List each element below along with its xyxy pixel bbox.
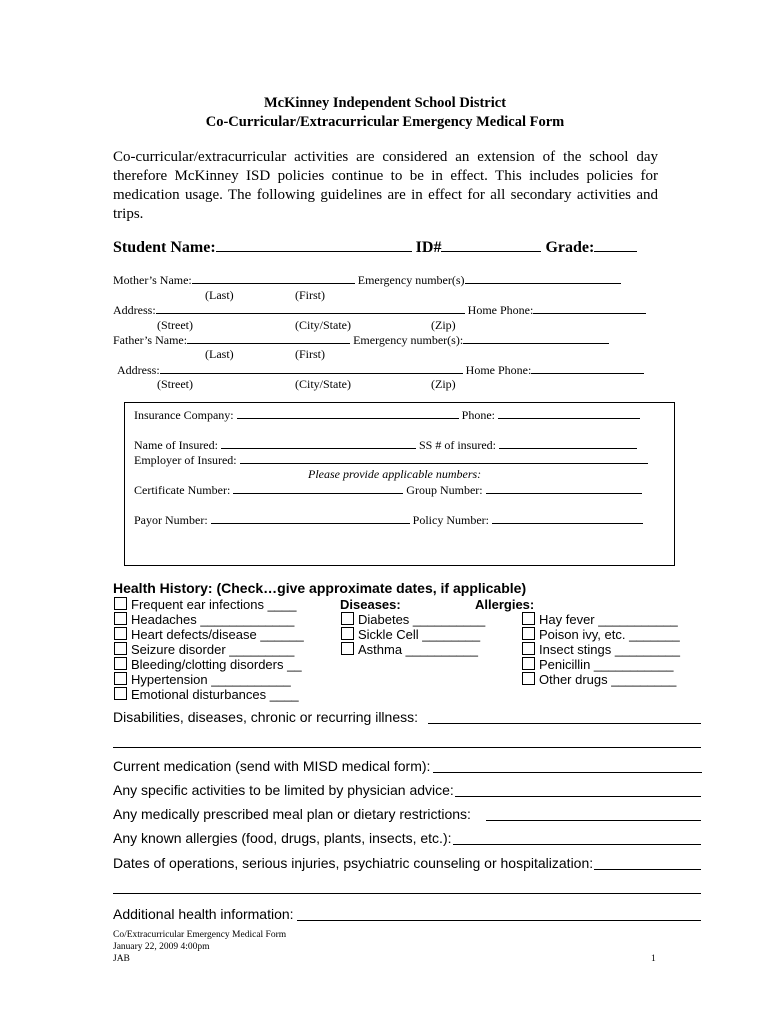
father-name-field[interactable] [187,332,350,344]
student-name-field[interactable] [216,237,412,252]
medication-field[interactable] [433,772,702,773]
disease-label: Asthma __________ [358,642,478,657]
father-address-field[interactable] [160,362,463,374]
diseases-heading: Diseases: [340,597,401,612]
insured-name-row [134,437,637,453]
disease-label: Diabetes __________ [358,612,486,627]
condition-label: Headaches _____________ [131,612,295,627]
student-id-label: ID# [415,239,442,256]
disabilities-field[interactable] [428,723,701,724]
policy-label: Policy Number: [412,513,489,527]
condition-ear-infections[interactable] [114,597,297,612]
allergy-label: Penicillin ___________ [539,657,674,672]
disease-asthma[interactable] [341,642,478,657]
address-label-2: Address: [117,363,160,377]
condition-heart-defects[interactable] [114,627,304,642]
footer-form-name: Co/Extracurricular Emergency Medical Form [113,930,287,940]
footer-initials: JAB [113,954,130,964]
activities-label: Any specific activities to be limited by physician advice: [113,782,454,798]
allergy-insect-stings[interactable] [522,642,680,657]
first-hint-2: (First) [295,347,325,361]
street-hint-2: (Street) [157,377,193,391]
address-label: Address: [113,303,156,317]
employer-row [134,452,648,468]
condition-label: Heart defects/disease ______ [131,627,304,642]
father-emergency-field[interactable] [463,332,609,344]
disease-diabetes[interactable] [341,612,485,627]
allergy-label: Poison ivy, etc. _______ [539,627,680,642]
footer-date: January 22, 2009 4:00pm [113,942,210,952]
payor-field[interactable] [211,512,410,524]
allergy-label: Other drugs _________ [539,672,677,687]
allergy-hay-fever[interactable] [522,612,678,627]
mother-row [113,272,621,288]
mother-address-row [113,302,646,318]
checkbox[interactable] [522,657,535,670]
ss-field[interactable] [499,437,637,449]
group-field[interactable] [486,482,642,494]
insurance-phone-field[interactable] [498,407,640,419]
insured-name-field[interactable] [221,437,416,449]
medication-label: Current medication (send with MISD medical form): [113,758,431,774]
condition-label: Emotional disturbances ____ [131,687,299,702]
additional-info-label: Additional health information: [113,906,294,922]
operations-label: Dates of operations, serious injuries, psychiatric counseling or hospitalization: [113,855,594,871]
meal-plan-label: Any medically prescribed meal plan or dietary restrictions: [113,806,471,822]
checkbox[interactable] [114,612,127,625]
zip-hint: (Zip) [431,318,456,332]
father-name-label: Father’s Name: [113,333,188,347]
payor-row [134,512,643,528]
meal-plan-field[interactable] [486,820,701,821]
allergy-penicillin[interactable] [522,657,673,672]
additional-info-field[interactable] [297,920,701,921]
insurance-note: Please provide applicable numbers: [308,467,482,481]
operations-field-line-2[interactable] [113,893,701,894]
group-label: Group Number: [406,483,483,497]
condition-label: Seizure disorder _________ [131,642,295,657]
zip-hint-2: (Zip) [431,377,456,391]
ss-label: SS # of insured: [418,438,496,452]
disabilities-field-line-2[interactable] [113,747,701,748]
checkbox[interactable] [114,672,127,685]
condition-label: Hypertension ___________ [131,672,291,687]
father-address-row [117,362,644,378]
mother-address-field[interactable] [156,302,465,314]
health-history-heading: Health History: (Check…give approximate dates, if applicable) [113,580,527,596]
checkbox[interactable] [341,627,354,640]
checkbox[interactable] [114,627,127,640]
form-title-name: Co-Curricular/Extracurricular Emergency Medical Form [205,114,565,130]
condition-headaches[interactable] [114,612,294,627]
checkbox[interactable] [114,642,127,655]
checkbox[interactable] [341,612,354,625]
checkbox[interactable] [522,642,535,655]
employer-label: Employer of Insured: [134,453,237,467]
employer-field[interactable] [240,452,648,464]
grade-label: Grade: [545,239,595,256]
insurance-phone-label: Phone: [461,408,495,422]
checkbox[interactable] [341,642,354,655]
student-id-field[interactable] [441,237,541,252]
certificate-label: Certificate Number: [134,483,231,497]
condition-bleeding[interactable] [114,657,302,672]
allergies-heading: Allergies: [475,597,535,612]
father-emergency-label: Emergency number(s): [353,333,464,347]
father-home-phone-field[interactable] [531,362,644,374]
condition-label: Frequent ear infections ____ [131,597,297,612]
mother-name-label: Mother’s Name: [113,273,192,287]
street-hint: (Street) [157,318,193,332]
student-name-label: Student Name: [113,239,216,256]
checkbox[interactable] [522,672,535,685]
checkbox[interactable] [114,687,127,700]
form-title-district: McKinney Independent School District [263,95,507,111]
last-hint-2: (Last) [205,347,234,361]
operations-field[interactable] [594,869,701,870]
certificate-field[interactable] [233,482,403,494]
allergy-label: Hay fever ___________ [539,612,678,627]
mother-emergency-field[interactable] [465,272,621,284]
insurance-company-field[interactable] [237,407,459,419]
policy-field[interactable] [492,512,643,524]
first-hint: (First) [295,288,325,302]
condition-hypertension[interactable] [114,672,291,687]
student-row [113,237,637,257]
checkbox[interactable] [522,612,535,625]
known-allergies-label: Any known allergies (food, drugs, plants, insects, etc.): [113,830,452,846]
condition-label: Bleeding/clotting disorders __ [131,657,302,672]
checkbox[interactable] [114,597,127,610]
mother-name-field[interactable] [192,272,355,284]
grade-field[interactable] [594,237,637,252]
disabilities-label: Disabilities, diseases, chronic or recurring illness: [113,709,419,725]
checkbox[interactable] [522,627,535,640]
allergy-poison-ivy[interactable] [522,627,680,642]
checkbox[interactable] [114,657,127,670]
disease-sickle-cell[interactable] [341,627,480,642]
insured-name-label: Name of Insured: [134,438,218,452]
insurance-company-row [134,407,640,423]
city-state-hint: (City/State) [295,318,351,332]
father-row [113,332,609,348]
payor-label: Payor Number: [134,513,208,527]
condition-emotional[interactable] [114,687,299,702]
city-state-hint-2: (City/State) [295,377,351,391]
activities-field[interactable] [455,796,701,797]
home-phone-label: Home Phone: [467,303,534,317]
known-allergies-field[interactable] [453,844,701,845]
mother-emergency-label: Emergency number(s) [357,273,465,287]
certificate-row [134,482,642,498]
allergy-label: Insect stings _________ [539,642,680,657]
allergy-other-drugs[interactable] [522,672,676,687]
condition-seizure[interactable] [114,642,294,657]
mother-home-phone-field[interactable] [533,302,646,314]
intro-paragraph: Co-curricular/extracurricular activities are considered an extension of the school day therefore McKinney ISD policies continue to be in effect. This includes policies for medication usage. The following guidelines are in effect for all secondary activities and trips. [113,149,658,222]
last-hint: (Last) [205,288,234,302]
home-phone-label-2: Home Phone: [465,363,532,377]
insurance-company-label: Insurance Company: [134,408,234,422]
disease-label: Sickle Cell ________ [358,627,481,642]
page-number: 1 [651,954,656,964]
